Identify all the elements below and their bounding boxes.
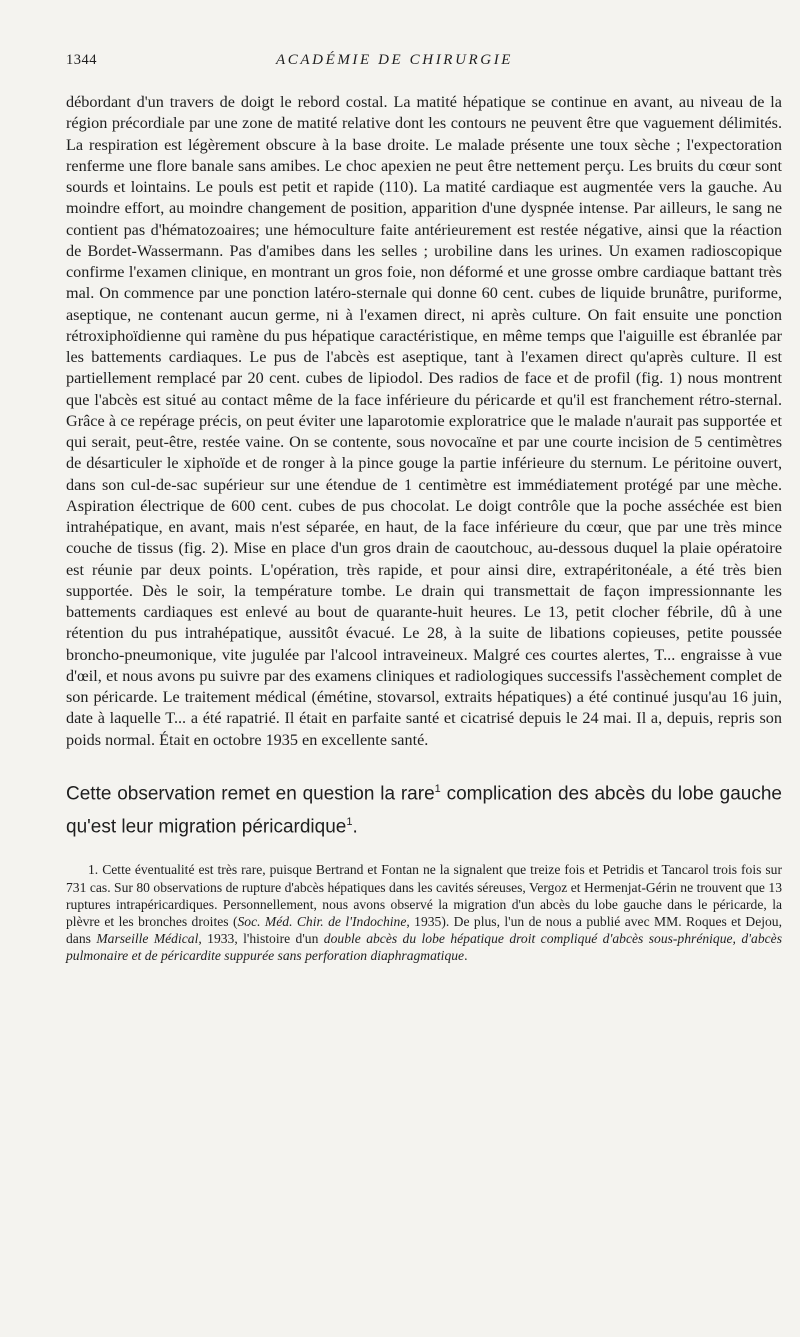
conclusion-text-end: . [352, 816, 358, 838]
page-number: 1344 [66, 52, 97, 68]
conclusion-block [66, 775, 782, 842]
conclusion-paragraph [66, 775, 782, 842]
journal-page [66, 52, 782, 964]
footnote-text-4: . [464, 947, 468, 963]
case-report-paragraph: débordant d'un travers de doigt le rebord costal. La matité hépatique se continue en avant, au niveau de la région précordiale par une zone de matité relative dont les contours ne peuvent être que vaguement délimités. La respiration est légèrement obscure à la base droite. Le malade présente une toux sèche ; l'expectoration renferme une flore banale sans amibes. Le choc apexien ne peut être nettement perçu. Les bruits du cœur sont sourds et lointains. Le pouls est petit et rapide (110). La matité cardiaque est augmentée vers la gauche. Au moindre effort, au moindre changement de position, apparition d'une dyspnée intense. Par ailleurs, le sang ne contient pas d'hématozoaires; une hémoculture faite antérieurement est restée négative, ainsi que la réaction de Bordet-Wassermann. Pas d'amibes dans les selles ; urobiline dans les urines. Un examen radioscopique confirme l'examen clinique, en montrant un gros foie, non déformé et une grosse ombre cardiaque battant très mal. On commence par une ponction latéro-sternale qui donne 60 cent. cubes de liquide brunâtre, puriforme, aseptique, ne contenant aucun germe, ni à l'examen direct, ni après culture. On fait ensuite une ponction rétroxiphoïdienne qui ramène du pus hépatique caractéristique, en même temps que l'aiguille est ébranlée par les battements cardiaques. Le pus de l'abcès est aseptique, tant à l'examen direct qu'après culture. Il est partiellement remplacé par 20 cent. cubes de lipiodol. Des radios de face et de profil (fig. 1) nous montrent que l'abcès est situé au contact même de la face inférieure du péricarde et qu'il est franchement rétro-sternal. Grâce à ce repérage précis, on peut éviter une laparotomie exploratrice que le malade n'aurait pas supportée et qui serait, peut-être, restée vaine. On se contente, sous novocaïne et par une courte incision de 5 centimètres de désarticuler le xiphoïde et de ronger à la pince gouge la partie inférieure du sternum. Le péritoine ouvert, dans son cul-de-sac supérieur sur une étendue de 1 centimètre est immédiatement protégé par une mèche. Aspiration électrique de 600 cent. cubes de pus chocolat. Le doigt contrôle que la poche asséchée est bien intrahépatique, en avant, mais n'est séparée, en haut, de la face inférieure du cœur, que par une très mince couche de tissus (fig. 2). Mise en place d'un gros drain de caoutchouc, au-dessous duquel la plaie opératoire est réunie par deux points. L'opération, très rapide, et pour ainsi dire, extrapéritonéale, a été très bien supportée. Dès le soir, la température tombe. Le drain qui transmettait de façon impressionnante les battements cardiaques est enlevé au bout de quarante-huit heures. Le 13, petit clocher fébrile, dû à une rétention du pus intrahépatique, aussitôt évacué. Le 28, à la suite de libations copieuses, petite poussée broncho-pneumonique, vite jugulée par l'alcool intraveineux. Malgré ces courtes alertes, T... engraisse à vue d'œil, et nous avons pu suivre par des examens cliniques et radiologiques successifs l'assèchement complet de son péricarde. Le traitement médical (émétine, stovarsol, extraits hépatiques) a été continué jusqu'au 16 juin, date à laquelle T... a été rapatrié. Il était en parfaite santé et cicatrisé depuis le 24 mai. Il a, depuis, repris son poids normal. Était en octobre 1935 en excellente santé. [66, 93, 782, 749]
running-head [66, 52, 782, 78]
footnote-text-1: Cette éventualité est très rare, puisque Bertrand et Fontan ne la signalent que treize fois et Petridis et Tancarol trois fois sur 731 cas. Sur 80 observations de rupture d'abcès hépatiques dans les cavités séreuses, Vergoz et Hermenjat-Gérin ne trouvent que 13 ruptures intrapéricardiques. Personnellement, nous avons observé la migration d'un abcès du lobe gauche dans le péricarde, la plèvre et les bronches droites ( [66, 862, 782, 929]
footnote-text-2: , 1935). De plus, l'un de nous a publié avec MM. Roques et Dejou, dans [66, 913, 783, 946]
footnote-text-3: , 1933, l'histoire d'un [198, 930, 324, 946]
footnote-mark: 1 [434, 782, 441, 795]
footnote-number: 1. [88, 862, 99, 878]
footnote-paragraph [66, 861, 782, 964]
conclusion-text-2: complication des abcès du lobe gauche qu'est leur migration péricardique [66, 783, 782, 838]
footnote-mark: 1 [346, 816, 353, 829]
conclusion-text-1: Cette observation remet en question la rare [66, 783, 435, 805]
footnote-citation-2: Marseille Médical [96, 930, 199, 946]
body-text [66, 92, 782, 751]
footnote-citation-1: Soc. Méd. Chir. de l'Indochine [237, 913, 407, 929]
footnote-article-title: double abcès du lobe hépatique droit compliqué d'abcès sous-phrénique, d'abcès pulmonaire et de péricardite suppurée sans perforation diaphragmatique [66, 930, 783, 963]
footnote [66, 861, 782, 964]
journal-title: ACADÉMIE DE CHIRURGIE [276, 52, 514, 68]
